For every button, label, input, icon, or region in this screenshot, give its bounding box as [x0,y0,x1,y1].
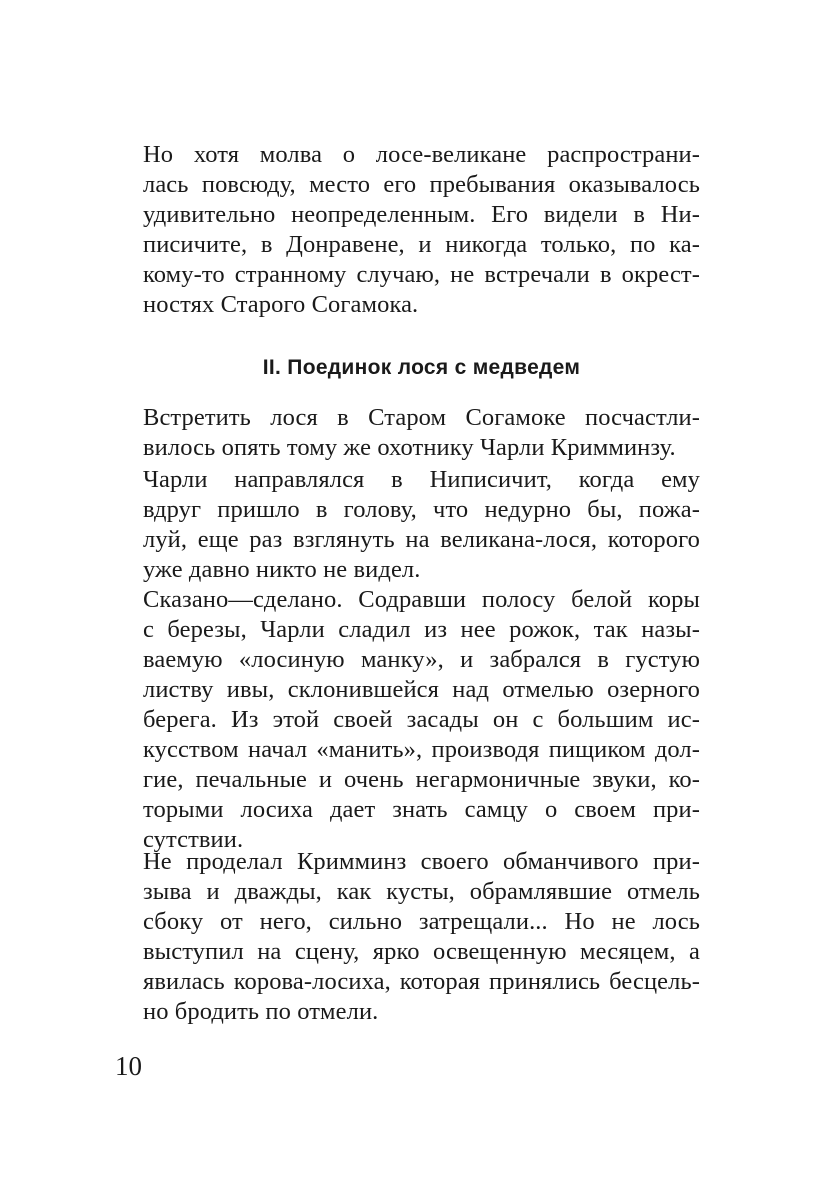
text-line: с березы, Чарли сладил из нее рожок, так назы- [143,616,700,643]
text-line: вилось опять тому же охотнику Чарли Кримминзу. [143,434,676,461]
text-line: лась повсюду, место его пребывания оказывалось [143,171,700,198]
text-line: Но хотя молва о лосе-великане распространи- [143,141,700,168]
text-line: писичите, в Донравене, и никогда только, по ка- [143,231,700,258]
text-line: кому-то странному случаю, не встречали в окрест- [143,261,700,288]
text-line: листву ивы, склонившейся над отмелью озерного [143,676,700,703]
section-heading: II. Поединок лося с медведем [262,356,581,379]
text-line: гие, печальные и очень негармоничные звуки, ко- [143,766,700,793]
text-line: кусством начал «манить», производя пищиком дол- [143,736,700,763]
paragraph-1 [143,140,700,320]
paragraph-4 [143,585,700,855]
text-line: торыми лосиха дает знать самцу о своем при- [143,796,700,823]
text-line: уже давно никто не видел. [143,556,421,583]
text-line: зыва и дважды, как кусты, обрамлявшие отмель [143,878,700,905]
text-line: но бродить по отмели. [143,998,379,1025]
text-line: луй, еще раз взглянуть на великана-лося, которого [143,526,700,553]
text-line: Сказано—сделано. Содравши полосу белой коры [143,586,700,613]
text-line: Встретить лося в Старом Согамоке посчастли- [143,404,700,431]
text-line: Чарли направлялся в Ниписичит, когда ему [143,466,700,493]
text-line: вдруг пришло в голову, что недурно бы, пожа- [143,496,700,523]
paragraph-2 [143,403,700,463]
text-line: берега. Из этой своей засады он с большим ис- [143,706,700,733]
page-number: 10 [115,1051,142,1081]
text-line: ностях Старого Согамока. [143,291,419,318]
text-line: сутствии. [143,826,244,853]
text-line: удивительно неопределенным. Его видели в Ни- [143,201,700,228]
text-line: выступил на сцену, ярко освещенную месяцем, а [143,938,700,965]
text-line: ваемую «лосиную манку», и забрался в густую [143,646,700,673]
paragraph-3 [143,465,700,585]
text-line: Не проделал Кримминз своего обманчивого при- [143,848,700,875]
text-line: сбоку от него, сильно затрещали... Но не лось [143,908,700,935]
paragraph-5 [143,847,700,1027]
text-line: явилась корова-лосиха, которая принялись бесцель- [143,968,700,995]
